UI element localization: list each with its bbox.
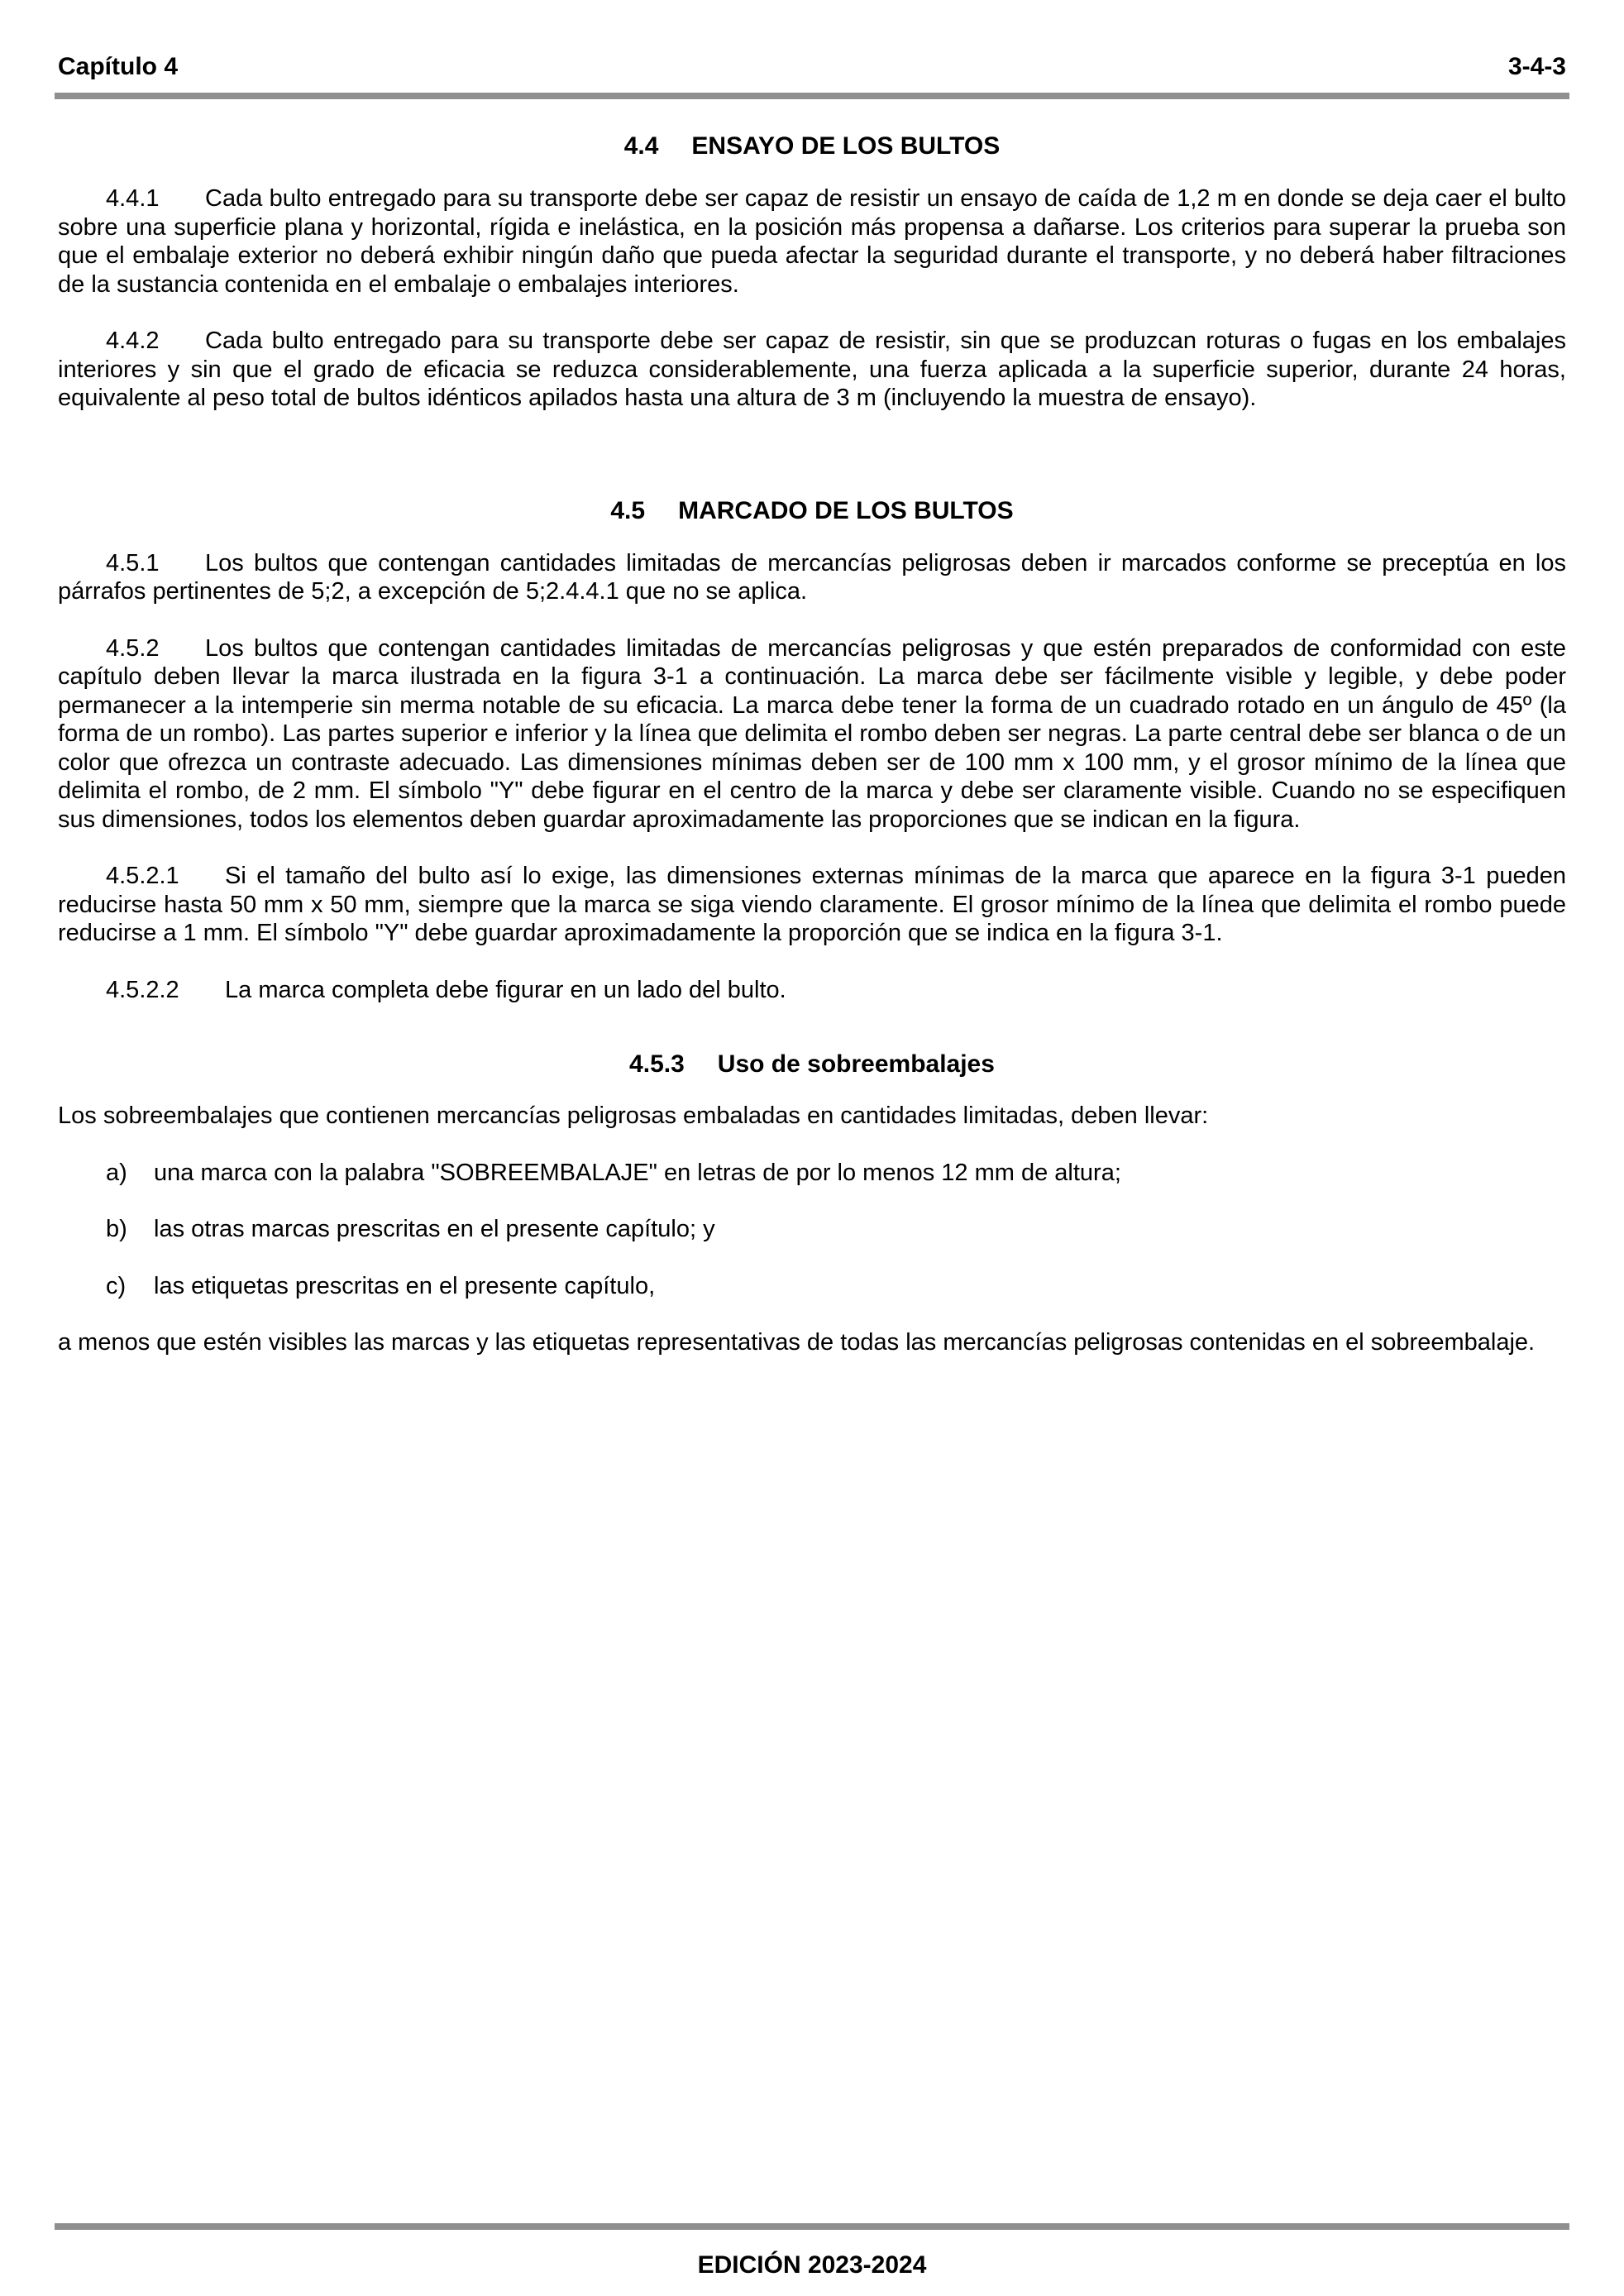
page-header — [58, 50, 1566, 84]
list-letter: b) — [106, 1216, 127, 1242]
document-body — [58, 132, 1566, 1357]
chapter-label: Capítulo 4 — [58, 53, 179, 80]
paragraph-4-4-2 — [58, 327, 1566, 413]
paragraph-4-4-1 — [58, 184, 1566, 299]
section-number: 4.5.3 — [629, 1050, 685, 1078]
section-heading-4-5 — [58, 497, 1566, 525]
paragraph-text: Cada bulto entregado para su transporte debe ser capaz de resistir un ensayo de caída de 1,2 m en donde se deja caer el bulto sobre una superficie plana y horizontal, rígida e inelástica, en la posición más propensa a dañarse. Los criterios para superar la prueba son que el embalaje exterior no deberá exhibir ningún daño que pueda afectar la seguridad durante el transporte, y no deberá haber filtraciones de la sustancia contenida en el embalaje o embalajes interiores. — [58, 185, 1566, 298]
section-number: 4.5 — [610, 496, 646, 524]
list-item — [58, 1215, 1566, 1244]
list-text: las otras marcas prescritas en el presente capítulo; y — [154, 1216, 715, 1242]
list-item — [58, 1272, 1566, 1301]
paragraph-number: 4.5.2 — [106, 634, 160, 662]
section-heading-4-4 — [58, 132, 1566, 160]
paragraph-text: Los bultos que contengan cantidades limitadas de mercancías peligrosas y que estén preparados de conformidad con este capítulo deben llevar la marca ilustrada en la figura 3-1 a continuación. La marca debe ser fácilmente visible y legible, y debe poder permanecer a la intemperie sin merma notable de su eficacia. La marca debe tener la forma de un cuadrado rotado en un ángulo de 45º (la forma de un rombo). Las partes superior e inferior y la línea que delimita el rombo deben ser negras. La parte central debe ser blanca o de un color que ofrezca un contraste adecuado. Las dimensiones mínimas deben ser de 100 mm x 100 mm, y el grosor mínimo de la línea que delimita el rombo, de 2 mm. El símbolo "Y" debe figurar en el centro de la marca y debe ser claramente visible. Cuando no se especifiquen sus dimensiones, todos los elementos deben guardar aproximadamente las proporciones que se indican en la figura. — [58, 634, 1566, 833]
list-item — [58, 1159, 1566, 1188]
section-number: 4.4 — [623, 132, 659, 160]
overpack-intro: Los sobreembalajes que contienen mercancías peligrosas embaladas en cantidades limitadas, deben llevar: — [58, 1103, 1209, 1129]
paragraph-number: 4.5.2.1 — [106, 863, 179, 889]
list-text: una marca con la palabra "SOBREEMBALAJE" en letras de por lo menos 12 mm de altura; — [154, 1159, 1121, 1186]
paragraph-number: 4.5.2.2 — [106, 976, 179, 1003]
paragraph-text: Los bultos que contengan cantidades limitadas de mercancías peligrosas deben ir marcados conforme se preceptúa en los párrafos pertinentes de 5;2, a excepción de 5;2.4.4.1 que no se aplica. — [58, 549, 1566, 605]
page-number: 3-4-3 — [1507, 53, 1566, 80]
paragraph-4-5-1 — [58, 549, 1566, 606]
header-divider — [55, 93, 1569, 99]
list-letter: c) — [106, 1272, 127, 1299]
paragraph-4-5-2-1 — [58, 862, 1566, 948]
section-title: Uso de sobreembalajes — [717, 1050, 995, 1078]
footer-divider — [55, 2223, 1569, 2230]
footer-edition: EDICIÓN 2023-2024 — [697, 2251, 927, 2279]
section-title: ENSAYO DE LOS BULTOS — [691, 132, 1001, 160]
paragraph-4-5-2 — [58, 634, 1566, 835]
list-letter: a) — [106, 1159, 127, 1186]
paragraph-4-5-2-2 — [58, 976, 1566, 1005]
section-title: MARCADO DE LOS BULTOS — [678, 496, 1014, 524]
paragraph-number: 4.5.1 — [106, 549, 160, 576]
paragraph-number: 4.4.1 — [106, 185, 160, 212]
overpack-closing: a menos que estén visibles las marcas y las etiquetas representativas de todas las mercancías peligrosas contenidas en el sobreembalaje. — [58, 1329, 1536, 1356]
paragraph-text: Si el tamaño del bulto así lo exige, las dimensiones externas mínimas de la marca que aparece en la figura 3-1 pueden reducirse hasta 50 mm x 50 mm, siempre que la marca se siga viendo claramente. El grosor mínimo de la línea que delimita el rombo puede reducirse a 1 mm. El símbolo "Y" debe guardar aproximadamente la proporción que se indica en la figura 3-1. — [58, 863, 1566, 946]
paragraph-text: La marca completa debe figurar en un lado del bulto. — [225, 976, 786, 1003]
section-heading-4-5-3 — [58, 1050, 1566, 1079]
paragraph-number: 4.4.2 — [106, 328, 160, 354]
paragraph-text: Cada bulto entregado para su transporte debe ser capaz de resistir, sin que se produzcan roturas o fugas en los embalajes interiores y sin que el grado de eficacia se reduzca considerablemente, una fuerza aplicada a la superficie superior, durante 24 horas, equivalente al peso total de bultos idénticos apilados hasta una altura de 3 m (incluyendo la muestra de ensayo). — [58, 328, 1566, 411]
list-text: las etiquetas prescritas en el presente capítulo, — [154, 1272, 656, 1299]
